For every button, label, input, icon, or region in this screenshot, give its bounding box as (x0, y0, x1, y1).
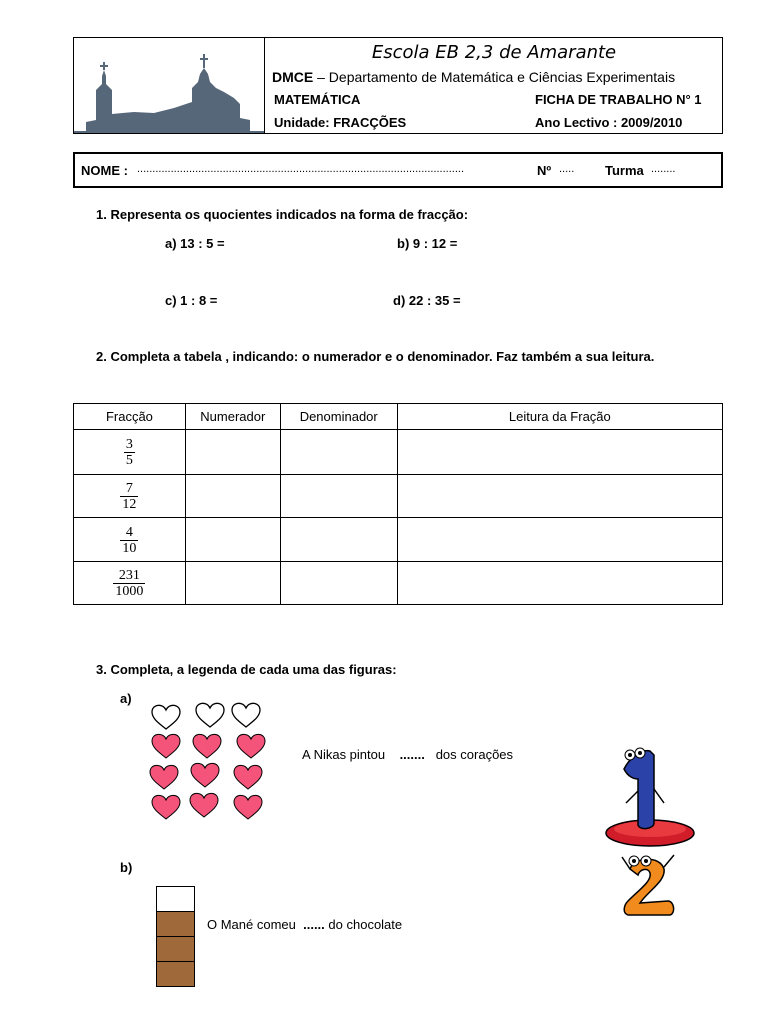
q1-item-c: c) 1 : 8 = (165, 293, 218, 308)
table-header-row (74, 404, 723, 430)
fraction (120, 525, 138, 556)
student-info-box (73, 152, 723, 188)
table-row (74, 430, 723, 475)
church-silhouette-icon (74, 38, 264, 133)
col-header-numerator: Numerador (185, 404, 280, 430)
dept-abbr: DMCE (272, 69, 314, 85)
chocolate-piece (157, 912, 195, 937)
number-field[interactable]: ..... (559, 163, 575, 175)
col-header-denominator: Denominador (280, 404, 397, 430)
caption-b-text: O Mané comeu (207, 917, 296, 932)
heart-filled-icon (193, 734, 221, 758)
numbers-mascot-illustration (604, 745, 700, 923)
heart-filled-icon (190, 793, 218, 817)
reading-cell[interactable] (397, 430, 722, 475)
sheet-number: FICHA DE TRABALHO N° 1 (535, 92, 702, 107)
numerator-cell[interactable] (185, 430, 280, 475)
school-name: Escola EB 2,3 de Amarante (371, 42, 617, 63)
heart-filled-icon (234, 765, 262, 789)
heart-outline-icon (152, 705, 180, 729)
heart-filled-icon (234, 795, 262, 819)
numerator-cell[interactable] (185, 562, 280, 605)
fraction-cell (74, 430, 186, 475)
denominator-cell[interactable] (280, 430, 397, 475)
q3-label-a: a) (120, 691, 132, 706)
fraction-denominator: 1000 (115, 584, 144, 599)
fraction (124, 437, 135, 468)
q1-item-a: a) 13 : 5 = (165, 236, 225, 251)
q1-item-d: d) 22 : 35 = (393, 293, 461, 308)
q1-item-b: b) 9 : 12 = (397, 236, 458, 251)
fraction-numerator: 3 (125, 437, 133, 452)
heart-filled-icon (152, 795, 180, 819)
unit: Unidade: FRACÇÕES (274, 115, 407, 130)
caption-a-text-end: dos corações (435, 747, 514, 762)
subject: MATEMÁTICA (274, 92, 361, 107)
name-field[interactable]: ........................................................................................................... (137, 163, 465, 175)
fraction-cell (74, 562, 186, 605)
fraction-numerator: 7 (125, 481, 133, 496)
table-row (74, 475, 723, 518)
reading-cell[interactable] (397, 475, 722, 518)
fraction-cell (74, 518, 186, 562)
denominator-cell[interactable] (280, 475, 397, 518)
class-field[interactable]: ........ (651, 163, 676, 175)
number-label: Nº (537, 163, 552, 178)
q3-label-b: b) (120, 860, 133, 875)
chocolate-piece-eaten (157, 887, 195, 912)
numerator-cell[interactable] (185, 475, 280, 518)
heart-filled-icon (237, 734, 265, 758)
reading-cell[interactable] (397, 562, 722, 605)
header-box (73, 37, 723, 134)
fraction (113, 568, 145, 599)
chocolate-piece (157, 962, 195, 987)
question-3: 3. Completa, a legenda de cada uma das figuras: (96, 662, 397, 677)
caption-a-blank[interactable]: ....... (399, 747, 425, 762)
school-logo (74, 38, 265, 133)
caption-b (207, 917, 402, 932)
caption-a-text: A Nikas pintou (302, 747, 386, 762)
heart-outline-icon (232, 703, 260, 727)
table-row (74, 562, 723, 605)
hearts-figure (148, 700, 268, 822)
reading-cell[interactable] (397, 518, 722, 562)
department (272, 69, 675, 85)
heart-filled-icon (191, 763, 219, 787)
heart-outline-icon (196, 703, 224, 727)
chocolate-piece (157, 937, 195, 962)
col-header-fraction: Fracção (74, 404, 186, 430)
class-label: Turma (605, 163, 644, 178)
fraction-denominator: 5 (125, 453, 133, 468)
question-2: 2. Completa a tabela , indicando: o numerador e o denominador. Faz também a sua leitura. (96, 349, 655, 364)
question-1: 1. Representa os quocientes indicados na forma de fracção: (96, 207, 469, 222)
numerator-cell[interactable] (185, 518, 280, 562)
name-label: NOME : (81, 163, 128, 178)
school-year: Ano Lectivo : 2009/2010 (535, 115, 683, 130)
fraction-denominator: 10 (122, 540, 137, 556)
fraction-numerator: 231 (118, 568, 140, 583)
heart-filled-icon (150, 765, 178, 789)
table-row (74, 518, 723, 562)
fraction-table (73, 403, 723, 605)
fraction-cell (74, 475, 186, 518)
dept-name: – Departamento de Matemática e Ciências Experimentais (313, 69, 676, 85)
col-header-reading: Leitura da Fração (397, 404, 722, 430)
heart-filled-icon (152, 734, 180, 758)
chocolate-bar-figure (156, 886, 196, 988)
caption-a (302, 747, 513, 762)
caption-b-blank[interactable]: ...... (303, 917, 325, 932)
fraction (120, 481, 138, 512)
fraction-numerator: 4 (125, 524, 133, 540)
fraction-denominator: 12 (122, 497, 137, 512)
denominator-cell[interactable] (280, 518, 397, 562)
denominator-cell[interactable] (280, 562, 397, 605)
caption-b-text-end: do chocolate (328, 917, 403, 932)
